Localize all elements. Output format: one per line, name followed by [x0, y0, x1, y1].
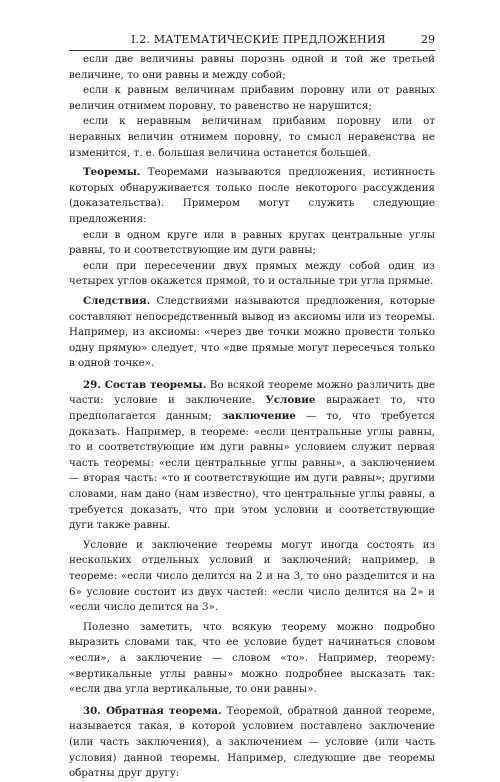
section-29-heading: 29. Состав теоремы.	[83, 378, 207, 391]
section-30-text: Теоремой, обратной данной теореме, называется такая, в которой условием поставлено заключение (или часть заключения), а заключением — условие (или часть условия) данной теоремы. Например, следующие две теоремы обратны друг другу:	[69, 704, 435, 780]
axiom-paragraph	[69, 114, 435, 161]
example-paragraph	[69, 259, 435, 290]
axiom-text: если к неравным величинам прибавим поровну или от неравных величин отнимем поровну, то смысл неравенства не изменится, т. е. большая величина останется большей.	[69, 115, 435, 159]
body-text: Условие и заключение теоремы могут иногда состоять из нескольких отдельных условий и заключений; например, в теореме: «если число делится на 2 и на 3, то оно разделится и на 6» условие состоит из двух частей: «если число делится на 2» и «если число делится на 3».	[69, 538, 435, 614]
example-paragraph	[69, 228, 435, 259]
axiom-text: если к равным величинам прибавим поровну или от равных величин отнимем поровну, то равенство не нарушится;	[69, 84, 435, 112]
corollaries-definition: Следствиями называются предложения, которые составляют непосредственный вывод из аксиомы или из теоремы. Например, из аксиомы: «через две точки можно провести только одну прямую» следует, что «две прямые могут пересечься только в одной точке».	[69, 294, 435, 370]
section-29-paragraph	[69, 378, 435, 534]
page-body	[69, 52, 435, 782]
example-text: если при пересечении двух прямых между собой один из четырех углов окажется прямой, то и остальные три угла прямые.	[69, 259, 435, 288]
axiom-paragraph	[69, 52, 435, 83]
term-conclusion: заключение	[221, 410, 296, 423]
corollaries-paragraph	[69, 294, 435, 372]
header-rule	[69, 50, 435, 51]
body-text: Полезно заметить, что всякую теорему можно подробно выразить словами так, что ее условие будет начинаться словом «если», а заключение — словом «то». Например, теорему: «вертикальные углы равны» можно подробнее высказать так: «если два угла вертикальные, то они равны».	[69, 620, 435, 696]
axiom-text: если две величины равны порознь одной и той же третьей величине, то они равны и между собой;	[69, 53, 435, 81]
section-30-heading: 30. Обратная теорема.	[83, 704, 222, 717]
section-29-text: — то, что требуется доказать. Например, в теореме: «если центральные углы равны, то и соответствующие им дуги равны» условием служит первая часть теоремы: «если центральные углы равны», а заключением — вторая часть: «то и соответствующие им дуги равны»; другими словами, нам дано (нам известно), что центральные углы равны, а требуется доказать, что при этом условии и соответствующие дуги также равны.	[69, 410, 436, 532]
section-29-text: выражает то, что предполагается данным;	[69, 394, 435, 423]
body-paragraph	[69, 620, 435, 698]
term-condition: Условие	[265, 394, 316, 407]
body-paragraph	[69, 538, 435, 616]
page-number: 29	[421, 33, 435, 46]
term-corollaries: Следствия.	[83, 294, 151, 307]
theorems-definition: Теоремами называются предложения, истинность которых обнаруживается только после некоторого рассуждения (доказательства). Примером могут служить следующие предложения:	[69, 166, 435, 225]
theorems-paragraph	[69, 165, 435, 227]
example-text: если в одном круге или в равных кругах центральные углы равны, то и соответствующие им дуги равны;	[69, 228, 435, 257]
section-29-text: Во всякой теореме можно различить две части: условие и заключение.	[69, 378, 435, 407]
section-30-paragraph	[69, 704, 435, 782]
running-header	[69, 32, 435, 48]
running-title: I.2. МАТЕМАТИЧЕСКИЕ ПРЕДЛОЖЕНИЯ	[131, 33, 386, 46]
axiom-paragraph	[69, 83, 435, 114]
term-theorems: Теоремы.	[83, 166, 141, 179]
